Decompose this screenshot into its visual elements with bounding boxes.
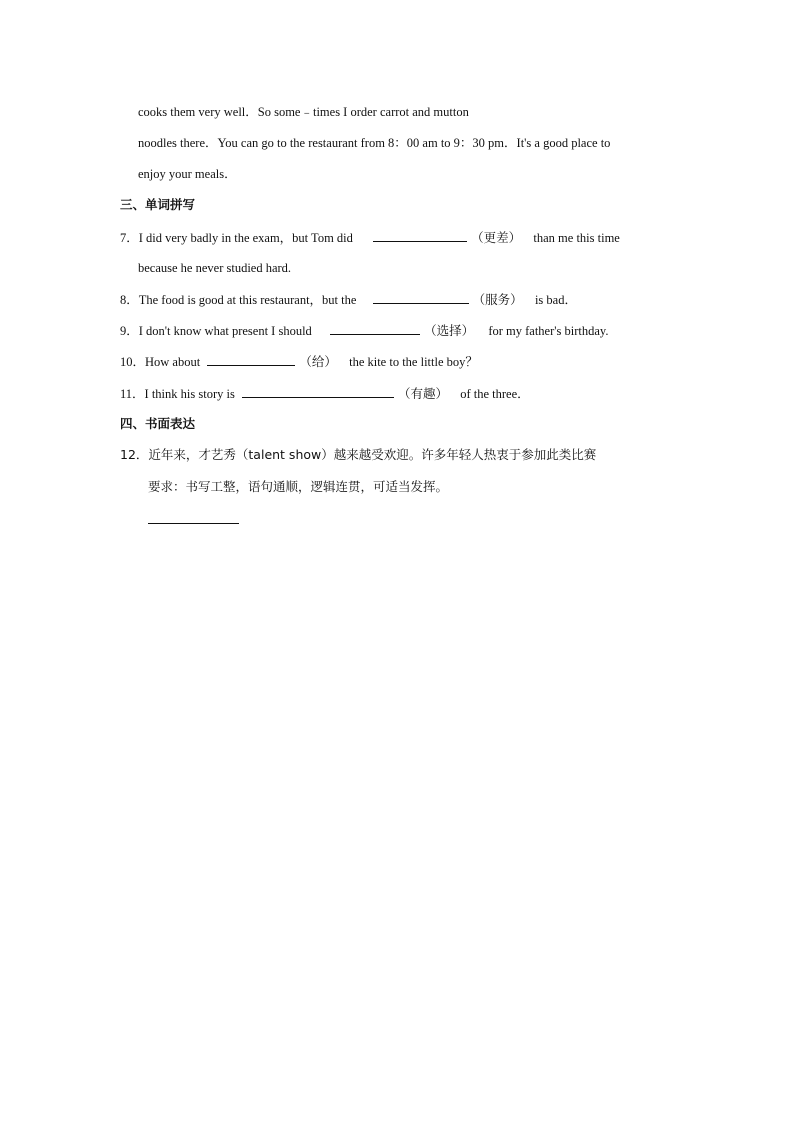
question-11-answer-blank[interactable] bbox=[242, 385, 394, 398]
question-8-text: 8．The food is good at this restaurant，but the bbox=[120, 293, 357, 307]
question-9-text-after: for my father's birthday. bbox=[488, 324, 609, 338]
question-9-hint: （选择） bbox=[424, 323, 475, 338]
passage-line-2: noodles there．You can go to the restaurant from 8：00 am to 9：30 pm．It's a good place to bbox=[138, 136, 611, 150]
question-12-answer-line[interactable] bbox=[148, 523, 239, 524]
question-7-hint: （更差） bbox=[471, 230, 522, 245]
question-7-text: 7．I did very badly in the exam，but Tom did bbox=[120, 231, 353, 245]
question-8 bbox=[120, 291, 577, 308]
question-10-text: 10．How about bbox=[120, 355, 201, 369]
question-7-continuation: because he never studied hard. bbox=[138, 261, 292, 275]
question-11-text: 11．I think his story is bbox=[120, 387, 235, 401]
passage-line-1: cooks them very well．So some﹣times I order carrot and mutton bbox=[138, 105, 469, 119]
question-9-answer-blank[interactable] bbox=[330, 322, 420, 335]
question-11-hint: （有趣） bbox=[397, 386, 448, 401]
question-8-hint: （服务） bbox=[472, 292, 523, 307]
question-9-text: 9．I don't know what present I should bbox=[120, 324, 312, 338]
question-11 bbox=[120, 385, 530, 402]
question-7-text-after: than me this time bbox=[533, 231, 620, 245]
question-12-prompt: 12．近年来，才艺秀（talent show）越来越受欢迎。许多年轻人热衷于参加此类比赛 bbox=[120, 447, 597, 462]
question-7 bbox=[120, 229, 620, 246]
question-10-hint: （给） bbox=[299, 354, 337, 369]
section-heading-spelling: 三、单词拼写 bbox=[120, 197, 196, 212]
question-12-requirements: 要求：书写工整，语句通顺，逻辑连贯，可适当发挥。 bbox=[148, 479, 449, 494]
section-heading-writing: 四、书面表达 bbox=[120, 416, 196, 431]
question-8-answer-blank[interactable] bbox=[373, 291, 469, 304]
question-10-answer-blank[interactable] bbox=[207, 353, 295, 366]
question-10 bbox=[120, 353, 478, 370]
question-8-text-after: is bad． bbox=[534, 293, 577, 307]
question-10-text-after: the kite to the little boy？ bbox=[349, 355, 478, 369]
question-7-answer-blank[interactable] bbox=[373, 229, 467, 242]
passage-line-3: enjoy your meals． bbox=[138, 167, 237, 181]
question-9 bbox=[120, 322, 608, 339]
question-11-text-after: of the three． bbox=[460, 387, 530, 401]
